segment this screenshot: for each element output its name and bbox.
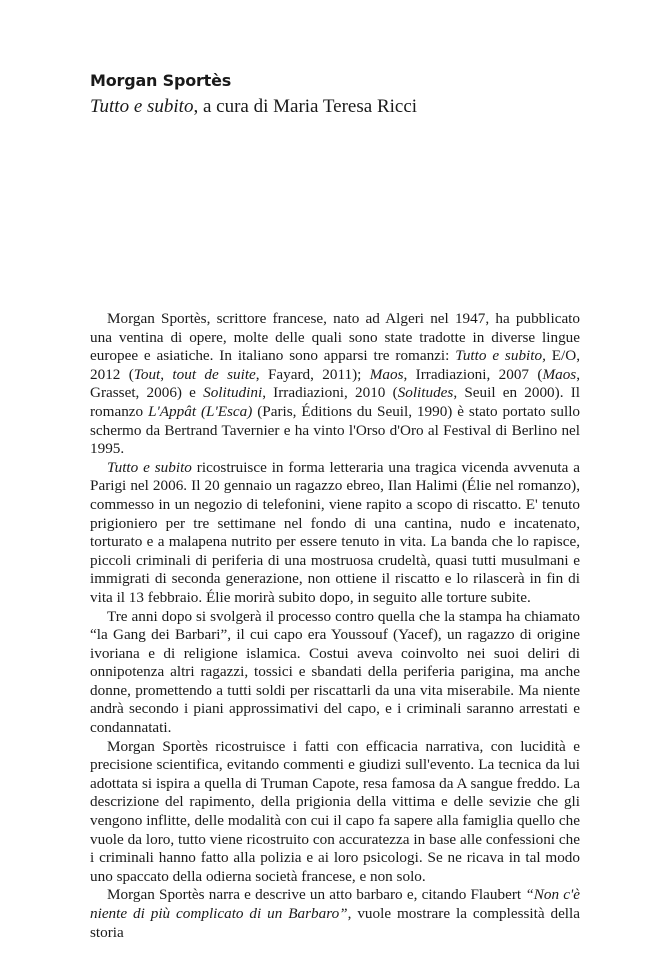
text-run: , Fayard, 2011); xyxy=(255,365,370,383)
italic-text-run: Tutto e subito xyxy=(107,458,192,476)
text-run: (Paris, Éditions du Seuil, 1990) è stato portato sullo schermo da Bertrand Tavernier e ha vinto l'Orso d'Oro al Festival di Berlino nel 1995. xyxy=(90,402,581,458)
author-name: Morgan Sportès xyxy=(90,71,232,90)
paragraph xyxy=(90,738,580,887)
text-run: Morgan Sportès narra e descrive un atto barbaro e, citando Flaubert xyxy=(107,886,526,904)
text-run: Morgan Sportès, scrittore francese, nato ad Algeri nel 1947, ha pubblicato una ventina di opere, molte delle quali sono state tradotte in diverse lingue europee e asiatiche. In italiano sono apparsi tre romanzi: xyxy=(90,310,580,365)
book-title: Tutto e subito xyxy=(90,96,194,117)
paragraph xyxy=(90,608,580,738)
curator-credit: , a cura di Maria Teresa Ricci xyxy=(193,96,418,117)
article-body xyxy=(90,310,580,942)
italic-text-run: Tout, tout de suite xyxy=(133,365,256,383)
text-run: , Grasset, 2006) e xyxy=(90,365,580,402)
text-run: E/O, 2012 ( xyxy=(90,347,580,383)
italic-text-run: Solitudes xyxy=(397,384,454,402)
text-run: , vuole mostrare la complessità della storia xyxy=(90,905,580,941)
italic-text-run: Tutto e subito, xyxy=(455,347,546,365)
italic-text-run: L'Appât (L'Esca) xyxy=(148,402,253,420)
book-title-line xyxy=(90,95,417,119)
paragraph xyxy=(90,310,580,459)
italic-text-run: Maos xyxy=(542,365,577,383)
paragraph xyxy=(90,886,580,942)
text-run: Morgan Sportès ricostruisce i fatti con efficacia narrativa, con lucidità e precisione scientifica, evitando commenti e giudizi sull'evento. La tecnica da lui adottata si ispira a quella di Truman Capote, resa famosa da A sangue freddo. La descrizione del rapimento, della prigionia della vittima e delle sevizie che gli vengono inflitte, delle modalità con cui il capo fa sapere alla famiglia quello che vuole da loro, tutto viene ricostruito con accuratezza in base alle confessioni che i criminali hanno fatto alla polizia e ai loro psicologi. Se ne ricava in tal modo uno spaccato della odierna società francese, e non solo. xyxy=(90,737,580,885)
italic-text-run: Solitudini xyxy=(203,384,263,402)
text-run: Tre anni dopo si svolgerà il processo contro quella che la stampa ha chiamato “la Gang dei Barbari”, il cui capo era Youssouf (Yacef), un ragazzo di origine ivoriana e di religione islamica. Costui aveva coinvolto nei suoi deliri di onnipotenza altri ragazzi, tossici e sbandati della periferia parigina, ma anche donne, promettendo a tutti soldi per riscattarli da una vita miserabile. Ma niente andrà secondo i piani approssimativi del capo, e i criminali saranno arrestati e condannatati. xyxy=(90,607,580,737)
text-run: ricostruisce in forma letteraria una tragica vicenda avvenuta a Parigi nel 2006. Il 20 gennaio un ragazzo ebreo, Ilan Halimi (Élie nel romanzo), commesso in un negozio di telefonini, viene rapito a scopo di riscatto. E' tenuto prigioniero per tre settimane nel fondo di una cantina, nudo e incatenato, torturato e a malapena nutrito per essere tenuto in vita. La banda che lo rapisce, piccoli criminali di periferia di una mostruosa crudeltà, quasi tutti musulmani e immigrati di seconda generazione, non ottiene il riscatto e lo rilascerà in fin di vita il 13 febbraio. Élie morirà subito dopo, in seguito alle torture subite. xyxy=(90,458,581,606)
text-run: , Irradiazioni, 2010 ( xyxy=(262,384,398,402)
italic-text-run: Maos xyxy=(369,365,404,383)
text-run: , Seuil en 2000). Il romanzo xyxy=(90,384,580,420)
paragraph xyxy=(90,459,580,608)
text-run: , Irradiazioni, 2007 ( xyxy=(403,365,543,383)
italic-text-run: “Non c'è niente di più complicato di un Barbaro” xyxy=(90,886,581,922)
